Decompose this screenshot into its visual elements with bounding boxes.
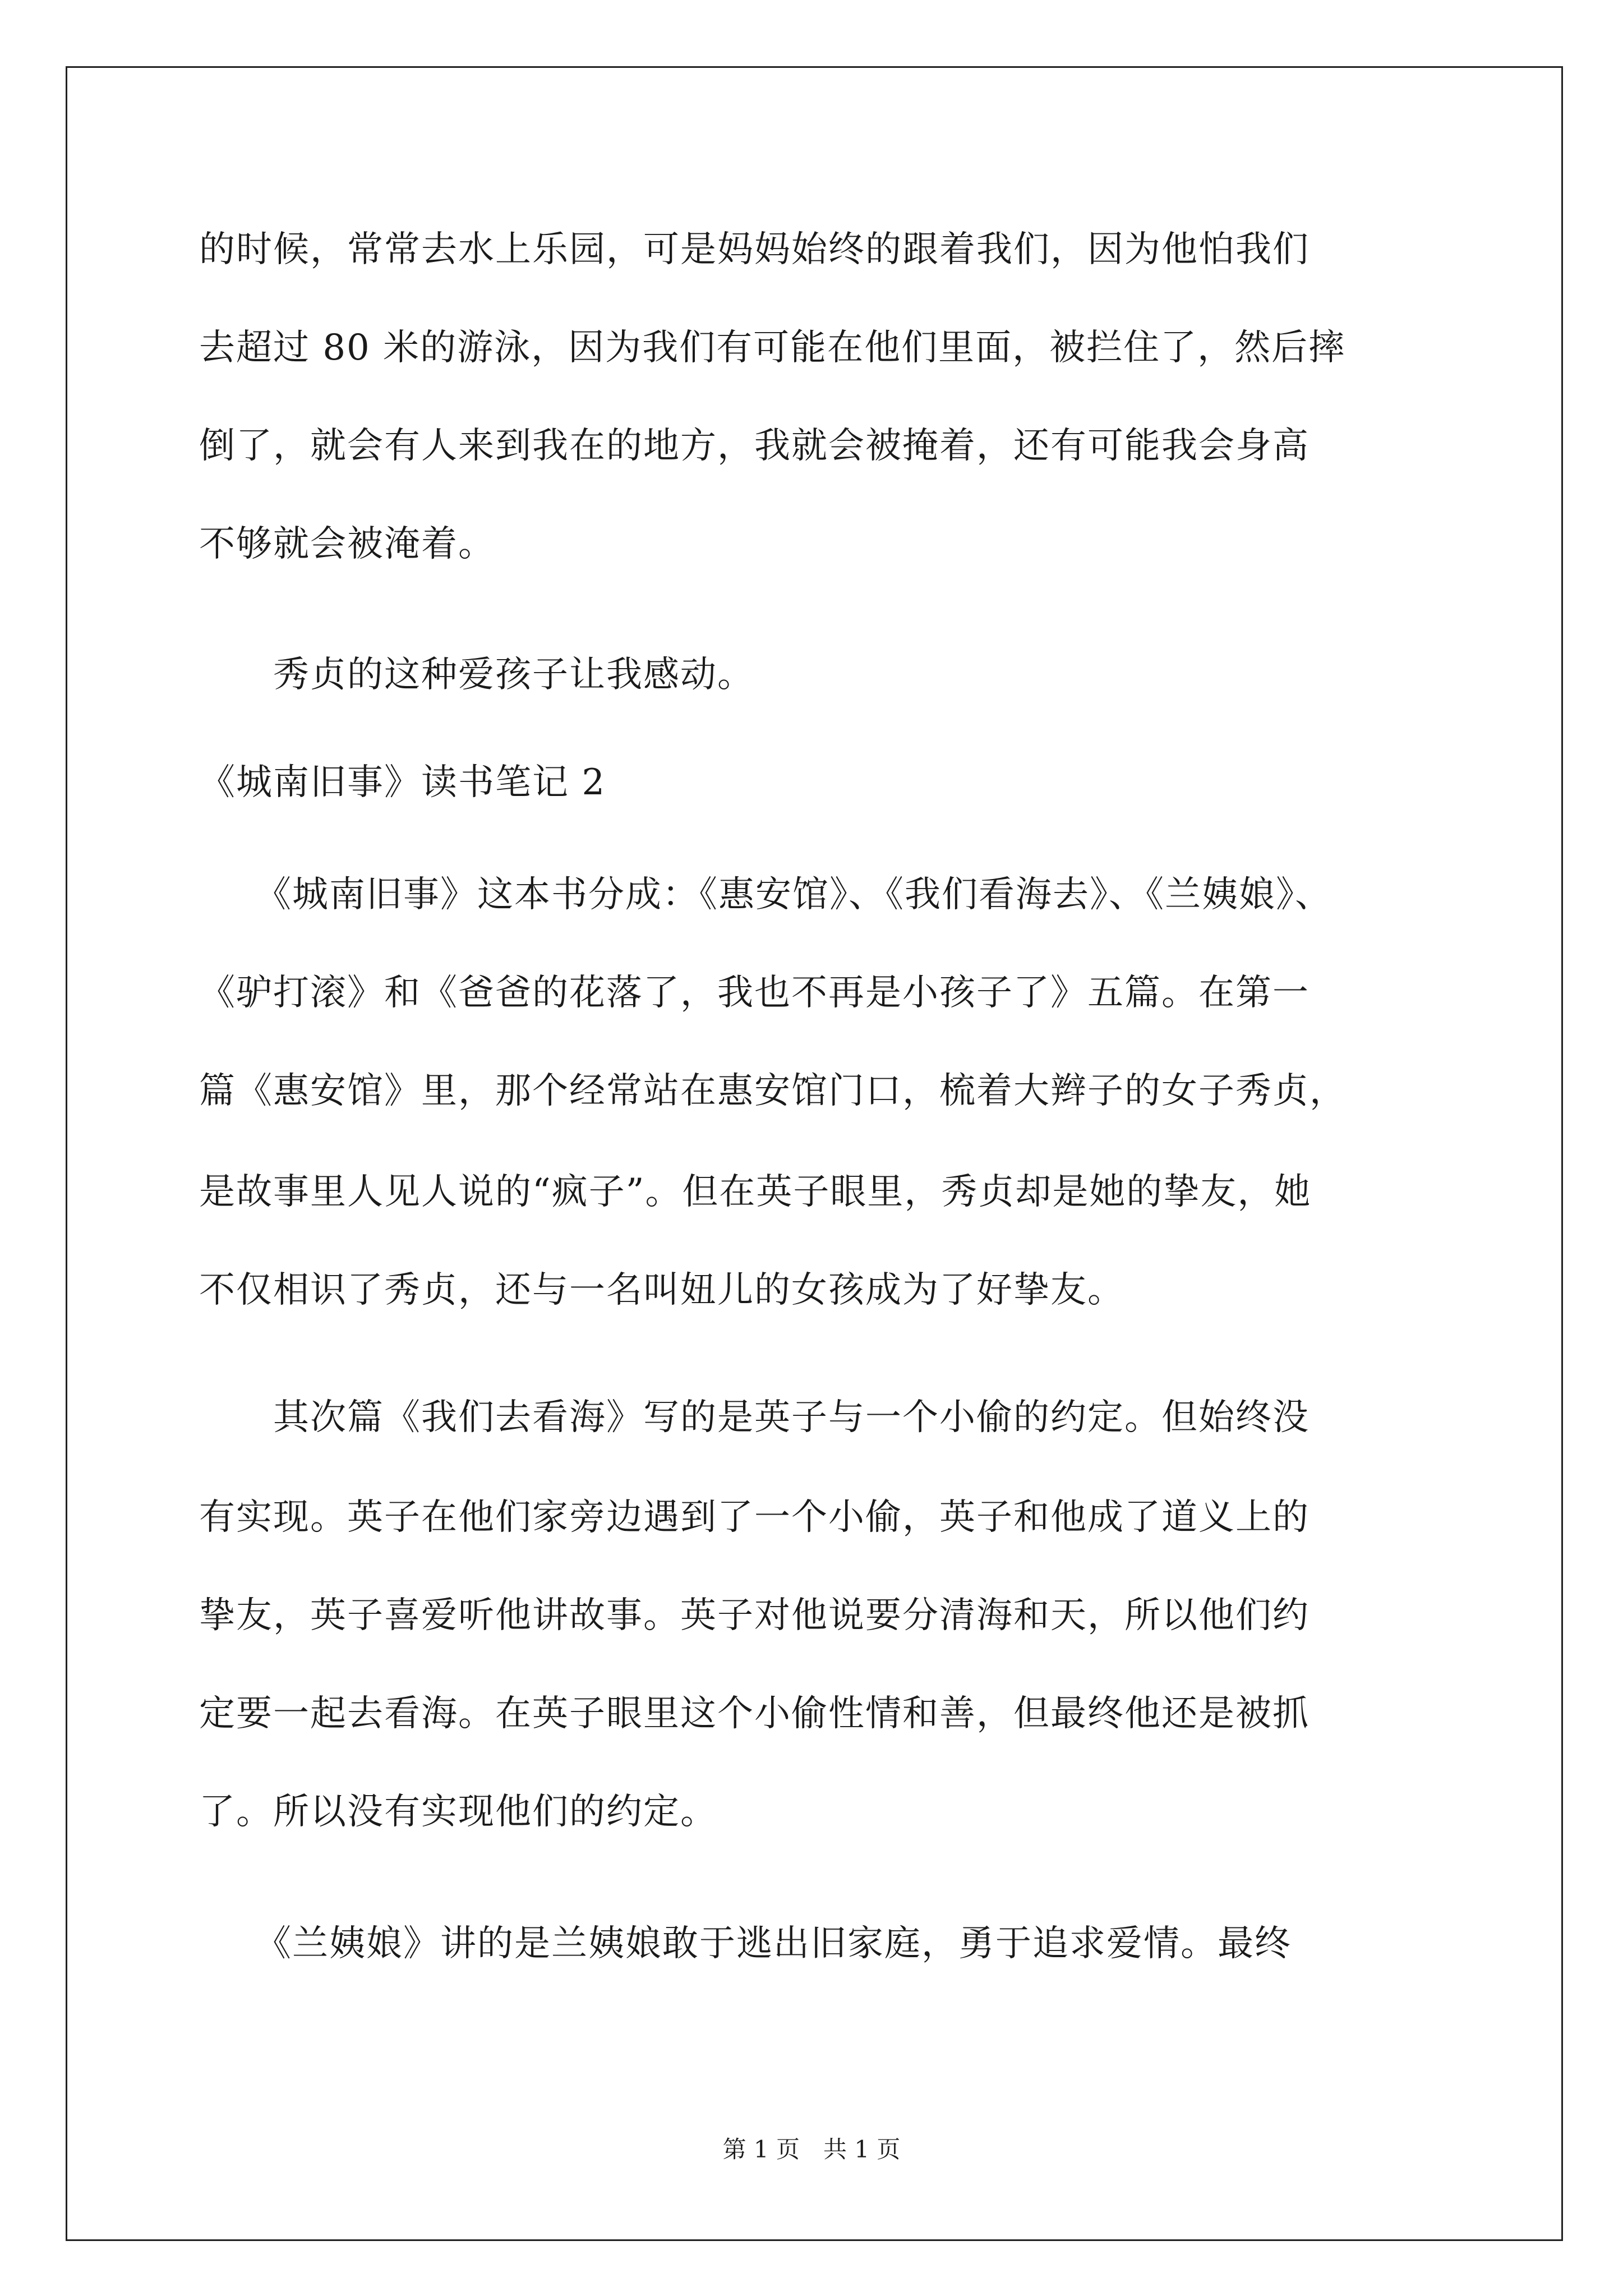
text-line: 倒了，就会有人来到我在的地方，我就会被掩着，还有可能我会身高 bbox=[199, 425, 1310, 467]
page-footer: 第 1 页 共 1 页 bbox=[722, 2136, 901, 2163]
text-line: 不够就会被淹着。 bbox=[199, 523, 495, 565]
section-heading: 《城南旧事》读书笔记 2 bbox=[199, 762, 606, 803]
text-line: 挚友，英子喜爱听他讲故事。英子对他说要分清海和天，所以他们约 bbox=[199, 1595, 1310, 1636]
text-line: 《城南旧事》这本书分成：《惠安馆》、《我们看海去》、《兰姨娘》、 bbox=[199, 874, 1332, 915]
text-line: 《兰姨娘》讲的是兰姨娘敢于逃出旧家庭，勇于追求爱情。最终 bbox=[199, 1923, 1292, 1964]
text-line: 去超过 80 米的游泳，因为我们有可能在他们里面，被拦住了，然后摔 bbox=[199, 327, 1346, 369]
text-line: 秀贞的这种爱孩子让我感动。 bbox=[199, 654, 754, 696]
text-line: 了。所以没有实现他们的约定。 bbox=[199, 1791, 717, 1833]
text-line: 不仅相识了秀贞，还与一名叫妞儿的女孩成为了好挚友。 bbox=[199, 1269, 1124, 1311]
text-line: 篇《惠安馆》里，那个经常站在惠安馆门口，梳着大辫子的女子秀贞， bbox=[199, 1070, 1347, 1112]
text-line: 有实现。英子在他们家旁边遇到了一个小偷，英子和他成了道义上的 bbox=[199, 1497, 1310, 1538]
text-line: 的时候，常常去水上乐园，可是妈妈始终的跟着我们，因为他怕我们 bbox=[199, 229, 1310, 270]
text-line: 其次篇《我们去看海》写的是英子与一个小偷的约定。但始终没 bbox=[199, 1397, 1310, 1438]
text-line: 是故事里人见人说的“疯子”。但在英子眼里，秀贞却是她的挚友，她 bbox=[199, 1171, 1312, 1213]
text-line: 定要一起去看海。在英子眼里这个小偷性情和善，但最终他还是被抓 bbox=[199, 1693, 1310, 1734]
page-border bbox=[66, 66, 1563, 2241]
text-line: 《驴打滚》和《爸爸的花落了，我也不再是小孩子了》五篇。在第一 bbox=[199, 972, 1310, 1014]
